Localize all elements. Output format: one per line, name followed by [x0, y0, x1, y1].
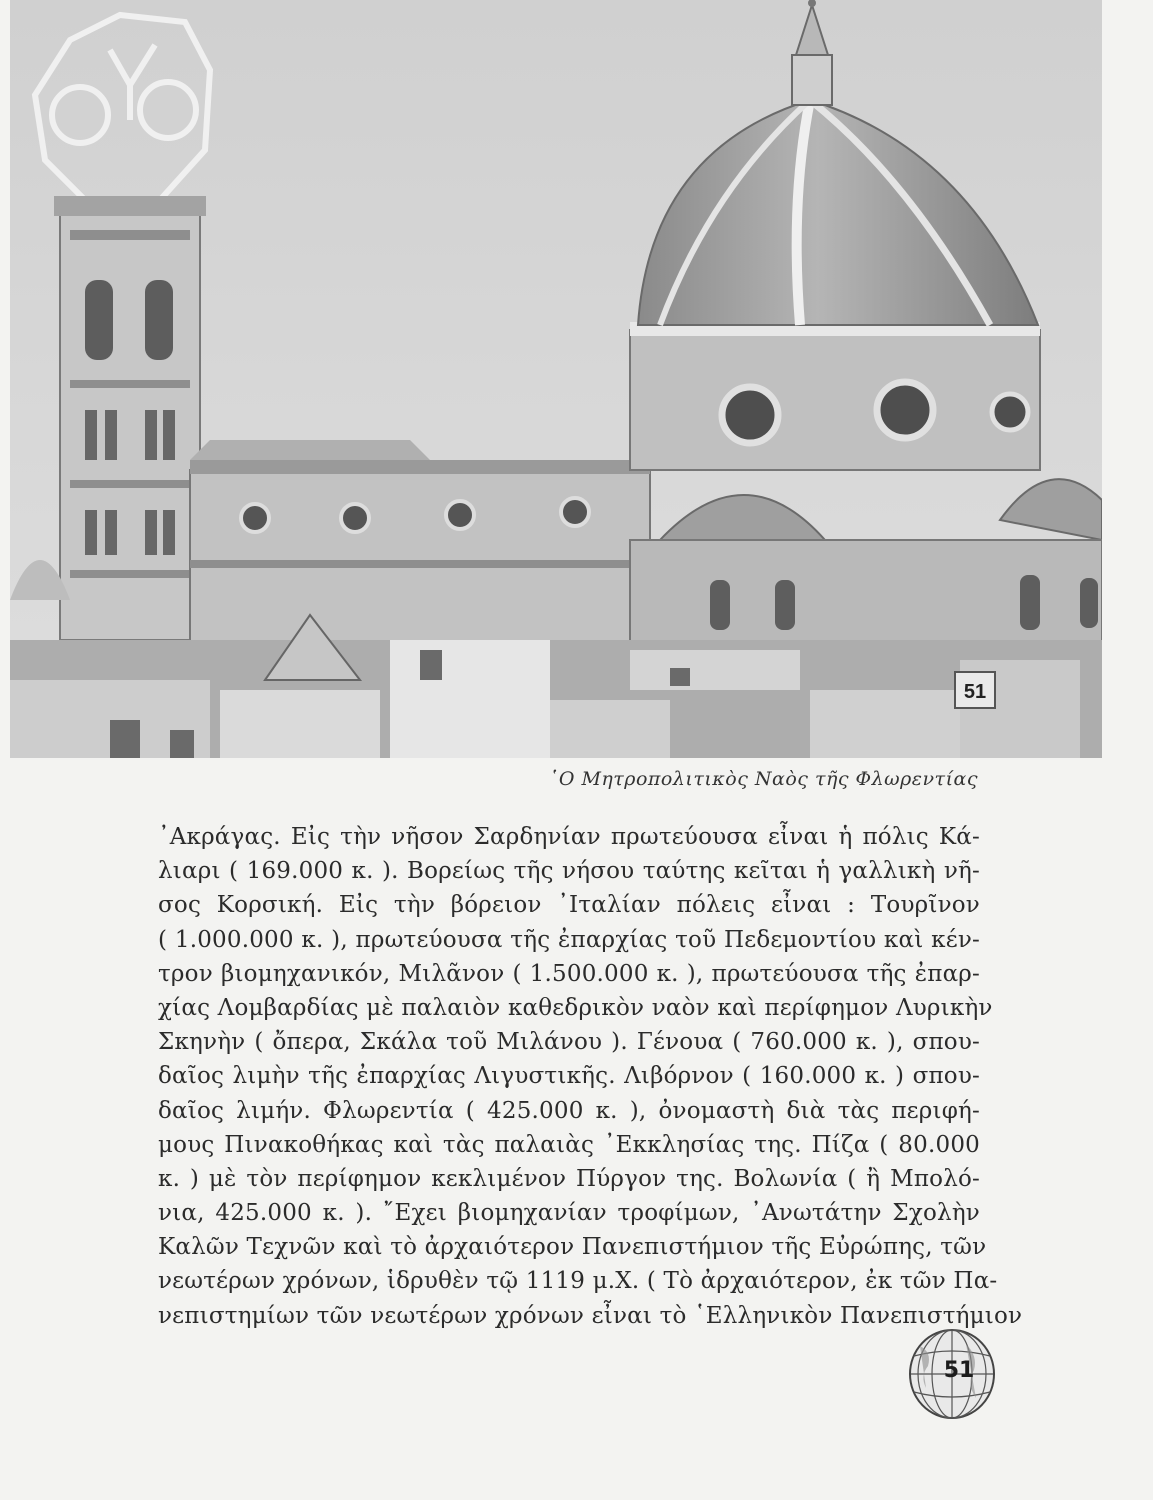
text-line: δαῖος λιμὴν τῆς ἐπαρχίας Λιγυστικῆς. Λιβόρνον ( 160.000 κ. ) σπου- — [158, 1063, 980, 1090]
photo-page-mark: 51 — [963, 681, 987, 703]
text-line: ( 1.000.000 κ. ), πρωτεύουσα τῆς ἐπαρχίας τοῦ Πεδεμοντίου καὶ κέν- — [158, 926, 980, 953]
photo-caption: ῾Ο Μητροπολιτικὸς Ναὸς τῆς Φλωρεντίας — [548, 768, 978, 790]
text-line: δαῖος λιμήν. Φλωρεντία ( 425.000 κ. ), ὀνομαστὴ διὰ τὰς περιφή- — [158, 1097, 980, 1124]
text-line: νεωτέρων χρόνων, ἱδρυθὲν τῷ 1119 μ.Χ. ( Τὸ ἀρχαιότερον, ἐκ τῶν Πα- — [158, 1268, 998, 1295]
text-line: χίας Λομβαρδίας μὲ παλαιὸν καθεδρικὸν ναὸν καὶ περίφημον Λυρικὴν — [158, 994, 993, 1021]
cathedral-photo — [10, 0, 1102, 758]
text-line: ᾿Ακράγας. Εἰς τὴν νῆσον Σαρδηνίαν πρωτεύουσα εἶναι ἡ πόλις Κά- — [158, 824, 980, 850]
page-number: 51 — [943, 1358, 975, 1383]
text-line: σος Κορσική. Εἰς τὴν βόρειον ᾿Ιταλίαν πόλεις εἶναι : Τουρῖνον — [158, 892, 980, 919]
text-line: κ. ) μὲ τὸν περίφημον κεκλιμένον Πύργον της. Βολωνία ( ἢ Μπολό- — [158, 1165, 980, 1192]
text-line: Σκηνὴν ( ὄπερα, Σκάλα τοῦ Μιλάνου ). Γένουα ( 760.000 κ. ), σπου- — [158, 1029, 980, 1056]
text-line: νεπιστημίων τῶν νεωτέρων χρόνων εἶναι τὸ ῾Ελληνικὸν Πανεπιστήμιον — [158, 1302, 1023, 1329]
text-line: Καλῶν Τεχνῶν καὶ τὸ ἀρχαιότερον Πανεπιστήμιον τῆς Εὐρώπης, τῶν — [158, 1234, 987, 1261]
text-line: νια, 425.000 κ. ). ῎Εχει βιομηχανίαν τροφίμων, ᾿Ανωτάτην Σχολὴν — [158, 1200, 980, 1227]
cathedral-illustration — [10, 0, 1102, 758]
text-line: μους Πινακοθήκας καὶ τὰς παλαιὰς ᾿Εκκλησίας της. Πίζα ( 80.000 — [158, 1131, 980, 1158]
body-paragraph — [158, 820, 1023, 1333]
campanile — [54, 196, 206, 640]
text-line: λιαρι ( 169.000 κ. ). Βορείως τῆς νήσου ταύτης κεῖται ἡ γαλλικὴ νῆ- — [158, 858, 980, 885]
cathedral-nave — [190, 440, 650, 645]
text-line: τρον βιομηχανικόν, Μιλᾶνον ( 1.500.000 κ. ), πρωτεύουσα τῆς ἐπαρ- — [158, 960, 980, 987]
